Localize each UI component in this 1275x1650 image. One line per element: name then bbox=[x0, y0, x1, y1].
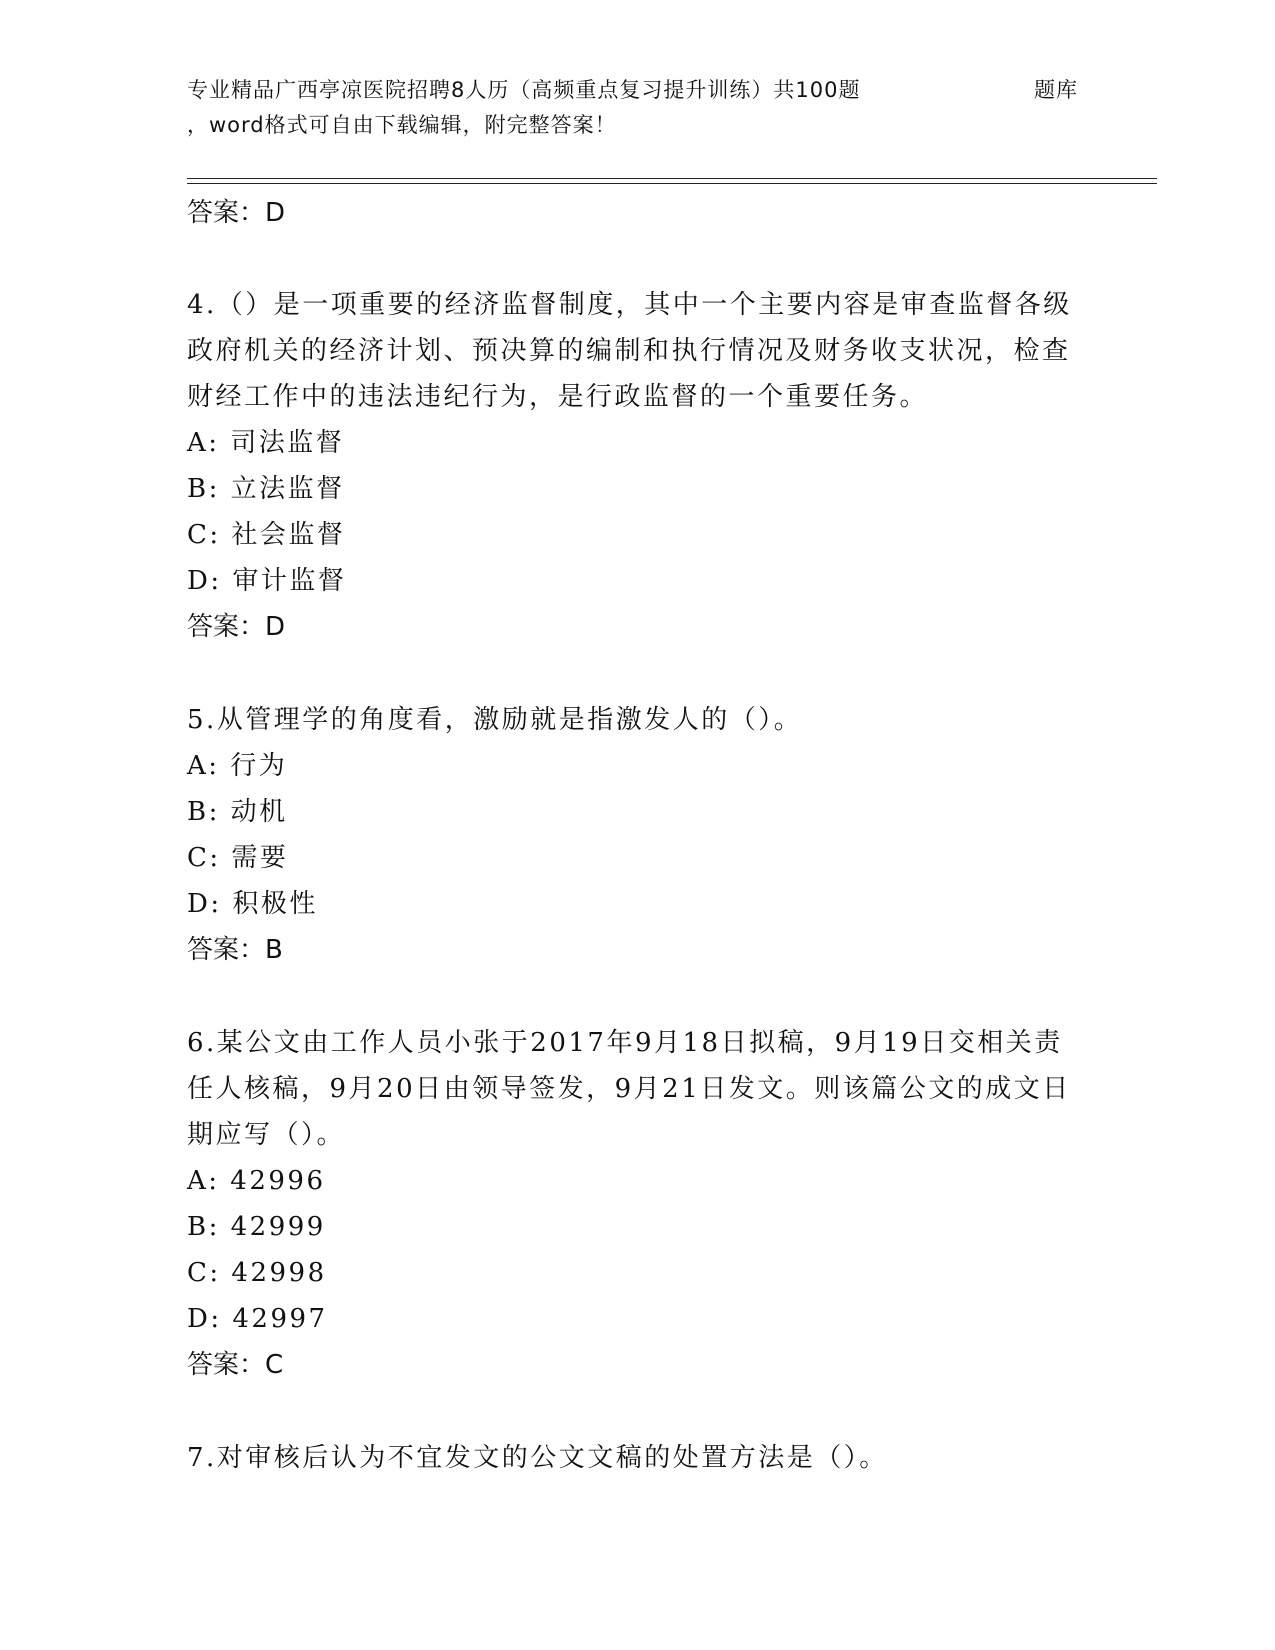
option-b: B: 动机 bbox=[187, 797, 288, 827]
option-d: D: 审计监督 bbox=[187, 566, 347, 596]
question-6 bbox=[187, 1020, 1087, 1342]
question-7 bbox=[187, 1435, 1087, 1481]
header-tag: 题库 bbox=[1034, 78, 1078, 102]
document-body bbox=[187, 190, 1087, 1481]
option-c: C: 需要 bbox=[187, 843, 289, 873]
option-d: D: 积极性 bbox=[187, 889, 318, 919]
option-b: B: 立法监督 bbox=[187, 474, 345, 504]
spacer bbox=[187, 650, 1087, 697]
question-stem: 7.对审核后认为不宜发文的公文文稿的处置方法是（）。 bbox=[187, 1443, 888, 1473]
header-divider-top bbox=[187, 178, 1157, 179]
spacer bbox=[187, 973, 1087, 1020]
question-stem: 4.（）是一项重要的经济监督制度，其中一个主要内容是审查监督各级政府机关的经济计划、预决算的编制和执行情况及财务收支状况，检查财经工作中的违法违纪行为，是行政监督的一个重要任务。 bbox=[187, 290, 1072, 412]
option-a: A: 行为 bbox=[187, 751, 288, 781]
option-a: A: 42996 bbox=[187, 1166, 326, 1196]
answer-4: 答案：D bbox=[187, 612, 286, 642]
option-a: A: 司法监督 bbox=[187, 428, 345, 458]
question-stem: 5.从管理学的角度看，激励就是指激发人的（）。 bbox=[187, 705, 803, 735]
spacer bbox=[187, 236, 1087, 282]
option-d: D: 42997 bbox=[187, 1304, 328, 1334]
header-divider-bottom bbox=[187, 183, 1157, 184]
answer-5: 答案：B bbox=[187, 935, 283, 965]
page-header bbox=[187, 70, 1157, 140]
option-b: B: 42999 bbox=[187, 1212, 326, 1242]
question-4 bbox=[187, 282, 1087, 604]
answer-6: 答案：C bbox=[187, 1350, 284, 1380]
option-c: C: 42998 bbox=[187, 1258, 327, 1288]
question-5 bbox=[187, 697, 1087, 927]
option-c: C: 社会监督 bbox=[187, 520, 346, 550]
document-title: 专业精品广西亭凉医院招聘8人历（高频重点复习提升训练）共100题 bbox=[187, 78, 861, 102]
question-stem: 6.某公文由工作人员小张于2017年9月18日拟稿，9月19日交相关责任人核稿，9月20日由领导签发，9月21日发文。则该篇公文的成文日期应写（）。 bbox=[187, 1028, 1071, 1150]
answer-previous: 答案：D bbox=[187, 198, 286, 228]
spacer bbox=[187, 1388, 1087, 1435]
document-subtitle: ，word格式可自由下载编辑，附完整答案！ bbox=[187, 113, 617, 137]
